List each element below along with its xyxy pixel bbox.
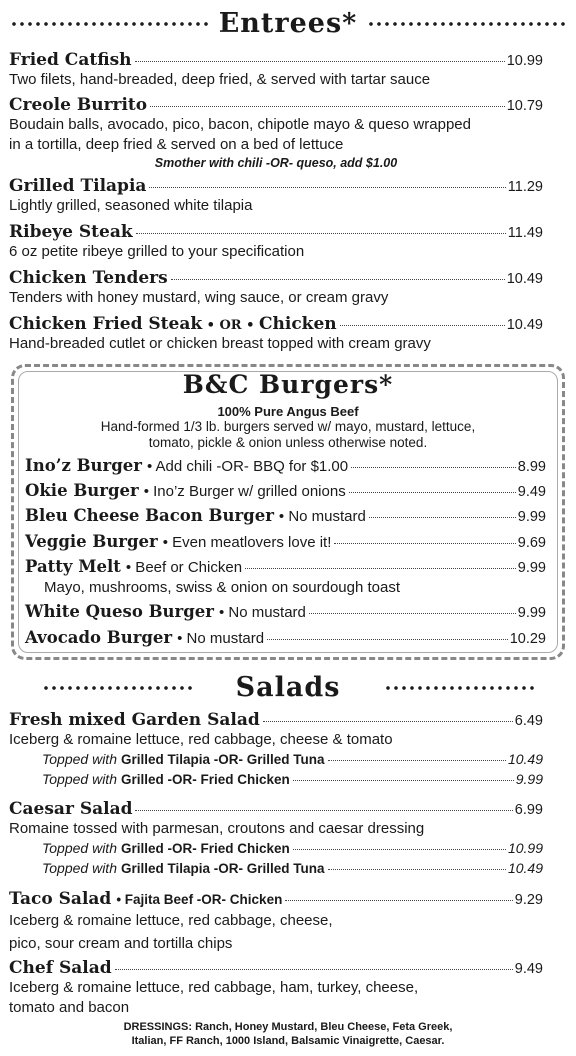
burgers-subtitle: 100% Pure Angus Beef	[217, 404, 359, 419]
entrees-header	[0, 8, 576, 39]
item-name: Grilled Tilapia	[9, 176, 147, 196]
menu-item-avocado-burger	[25, 628, 546, 647]
item-description: Iceberg & romaine lettuce, red cabbage, cheese,	[9, 912, 333, 929]
item-note: • Fajita Beef -OR- Chicken	[116, 892, 283, 907]
dressings-list: DRESSINGS: Ranch, Honey Mustard, Bleu Cheese, Feta Greek, Italian, FF Ranch, 1000 Island, Balsamic Vinaigrette, Caesar.	[123, 1021, 453, 1047]
item-name: Chicken Fried Steak	[9, 314, 203, 334]
item-description: Romaine tossed with parmesan, croutons and caesar dressing	[9, 820, 425, 837]
item-price: 10.49	[506, 271, 543, 287]
item-price: 10.99	[506, 53, 543, 69]
item-description: Lightly grilled, seasoned white tilapia	[9, 197, 253, 214]
topping-option: Topped with Grilled Tilapia -OR- Grilled Tuna 10.49	[42, 751, 543, 767]
item-description: tomato and bacon	[9, 999, 130, 1016]
dotted-divider-left	[42, 686, 192, 690]
item-name: Patty Melt	[25, 557, 121, 576]
dotted-divider-right	[367, 22, 566, 26]
item-note: Smother with chili -OR- queso, add $1.00	[154, 156, 398, 170]
item-note: • No mustard	[177, 630, 265, 647]
item-price: 9.99	[517, 560, 546, 576]
topping-option: Topped with Grilled Tilapia -OR- Grilled Tuna 10.49	[42, 860, 543, 876]
item-description: Tenders with honey mustard, wing sauce, or cream gravy	[9, 289, 389, 306]
salads-header	[0, 672, 576, 703]
dotted-divider-left	[10, 22, 209, 26]
item-note: • Add chili -OR- BBQ for $1.00	[146, 458, 349, 475]
item-name: Chef Salad	[9, 958, 112, 978]
item-name: Fried Catfish	[9, 50, 132, 70]
salads-title: Salads	[235, 672, 341, 703]
item-price: 9.99	[517, 509, 546, 525]
menu-item-ribeye-steak	[9, 222, 543, 262]
item-note: • Beef or Chicken	[125, 559, 243, 576]
item-price: 6.49	[514, 713, 543, 729]
entrees-title: Entrees*	[218, 8, 358, 39]
item-price: 9.99	[517, 605, 546, 621]
menu-item-okie-burger	[25, 481, 546, 500]
item-name: Okie Burger	[25, 481, 139, 500]
item-description: Mayo, mushrooms, swiss & onion on sourdough toast	[44, 579, 401, 596]
item-description: Boudain balls, avocado, pico, bacon, chipotle mayo & queso wrapped	[9, 116, 471, 133]
item-price: 6.99	[514, 802, 543, 818]
item-description: Two filets, hand-breaded, deep fried, & served with tartar sauce	[9, 71, 431, 88]
item-description: Iceberg & romaine lettuce, red cabbage, ham, turkey, cheese,	[9, 979, 419, 996]
burgers-title: B&C Burgers*	[182, 370, 394, 399]
item-price: 10.29	[509, 631, 546, 647]
menu-item-white-queso-burger	[25, 602, 546, 621]
item-note: • No mustard	[218, 604, 306, 621]
burgers-intro: tomato, pickle & onion unless otherwise noted.	[148, 435, 428, 450]
menu-item-creole-burrito	[9, 95, 543, 170]
item-description: Hand-breaded cutlet or chicken breast topped with cream gravy	[9, 335, 431, 352]
item-name: Taco Salad	[9, 889, 112, 909]
item-name: White Queso Burger	[25, 602, 214, 621]
item-name: Ino’z Burger	[25, 456, 142, 475]
item-name: Bleu Cheese Bacon Burger	[25, 506, 274, 525]
burgers-intro: Hand-formed 1/3 lb. burgers served w/ mayo, mustard, lettuce,	[100, 419, 476, 434]
item-name: Creole Burrito	[9, 95, 148, 115]
item-price: 8.99	[517, 459, 546, 475]
menu-item-bleu-cheese-bacon-burger	[25, 506, 546, 525]
item-name: Chicken Tenders	[9, 268, 168, 288]
item-name: Fresh mixed Garden Salad	[9, 710, 260, 730]
item-note: • No mustard	[278, 508, 366, 525]
item-description: in a tortilla, deep fried & served on a bed of lettuce	[9, 136, 344, 153]
item-price: 9.69	[517, 535, 546, 551]
item-description: pico, sour cream and tortilla chips	[9, 935, 233, 952]
menu-item-chicken-tenders	[9, 268, 543, 308]
item-price: 10.49	[506, 317, 543, 333]
item-name: Veggie Burger	[25, 532, 158, 551]
topping-option: Topped with Grilled -OR- Fried Chicken 10.99	[42, 840, 543, 856]
menu-item-grilled-tilapia	[9, 176, 543, 216]
menu-item-patty-melt	[25, 557, 546, 576]
menu-item-inoz-burger	[25, 456, 546, 475]
item-price: 9.49	[517, 484, 546, 500]
menu-item-caesar-salad	[9, 799, 543, 839]
item-price: 11.29	[507, 179, 543, 195]
item-name: Ribeye Steak	[9, 222, 133, 242]
menu-item-chef-salad	[9, 958, 543, 1018]
item-note: • Even meatlovers love it!	[162, 534, 332, 551]
menu-item-garden-salad	[9, 710, 543, 750]
topping-option: Topped with Grilled -OR- Fried Chicken 9.99	[42, 771, 543, 787]
item-note: • Ino’z Burger w/ grilled onions	[143, 483, 346, 500]
item-price: 9.29	[514, 892, 543, 908]
dotted-divider-right	[384, 686, 534, 690]
item-name: Avocado Burger	[25, 628, 173, 647]
item-description: 6 oz petite ribeye grilled to your specification	[9, 243, 305, 260]
menu-item-fried-catfish	[9, 50, 543, 90]
item-name-separator: • OR •	[202, 318, 259, 333]
menu-item-taco-salad	[9, 889, 543, 955]
item-price: 10.79	[506, 98, 543, 114]
item-price: 9.49	[514, 961, 543, 977]
item-description: Iceberg & romaine lettuce, red cabbage, cheese & tomato	[9, 731, 393, 748]
item-price: 11.49	[507, 225, 543, 241]
item-name: Caesar Salad	[9, 799, 133, 819]
item-name-alt: Chicken	[258, 314, 337, 334]
menu-item-veggie-burger	[25, 532, 546, 551]
menu-item-chicken-fried-steak	[9, 314, 543, 354]
